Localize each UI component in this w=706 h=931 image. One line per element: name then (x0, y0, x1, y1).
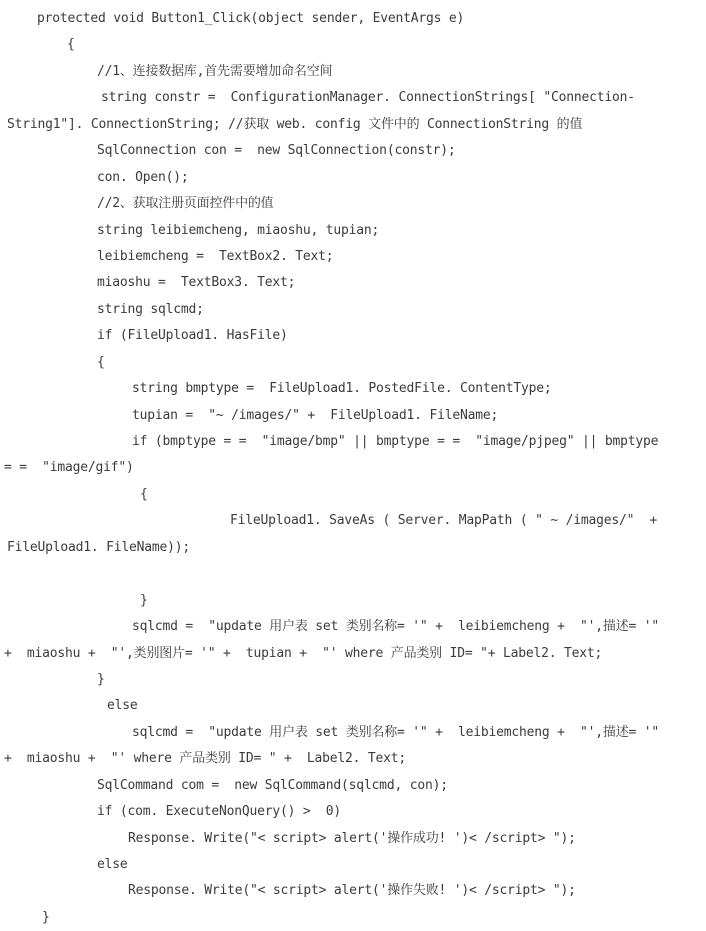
code-line: else (107, 698, 138, 714)
code-line: string sqlcmd; (97, 301, 204, 317)
code-listing (0, 6, 706, 931)
code-line: + miaoshu + "',类别图片= '" + tupian + "' where 产品类别 ID= "+ Label2. Text; (4, 645, 603, 661)
code-line: Response. Write("< script> alert('操作失败! ')< /script> "); (128, 883, 576, 899)
code-line: leibiemcheng = TextBox2. Text; (97, 248, 334, 264)
code-line: protected void Button1_Click(object sender, EventArgs e) (37, 11, 465, 26)
code-line: SqlConnection con = new SqlConnection(constr); (97, 143, 456, 159)
code-line: if (FileUpload1. HasFile) (97, 328, 288, 344)
code-line: sqlcmd = "update 用户表 set 类别名称= '" + leibiemcheng + "',描述= '" (132, 724, 660, 740)
code-line: string constr = ConfigurationManager. ConnectionStrings[ "Connection- (101, 90, 635, 106)
code-line (0, 561, 706, 587)
code-line: if (bmptype = = "image/bmp" || bmptype = = "image/pjpeg" || bmptype (132, 434, 659, 449)
code-line: } (97, 671, 105, 687)
code-line: if (com. ExecuteNonQuery() > 0) (97, 804, 342, 820)
code-line: tupian = "~ /images/" + FileUpload1. FileName; (132, 407, 499, 423)
code-line: string leibiemcheng, miaoshu, tupian; (97, 222, 380, 238)
code-line: con. Open(); (97, 169, 189, 185)
code-line: miaoshu = TextBox3. Text; (97, 275, 296, 291)
code-line: sqlcmd = "update 用户表 set 类别名称= '" + leibiemcheng + "',描述= '" (132, 619, 660, 635)
code-line: { (67, 37, 75, 53)
code-line: else (97, 857, 128, 872)
code-line: = = "image/gif") (4, 460, 134, 476)
code-line: string bmptype = FileUpload1. PostedFile. ContentType; (132, 381, 552, 397)
code-line: Response. Write("< script> alert('操作成功! ')< /script> "); (128, 830, 576, 846)
code-line: { (140, 486, 148, 502)
code-line: //2、获取注册页面控件中的值 (97, 196, 274, 212)
code-line: //1、连接数据库,首先需要增加命名空间 (97, 63, 333, 79)
code-line: String1"]. ConnectionString; //获取 web. config 文件中的 ConnectionString 的值 (7, 116, 583, 132)
code-line: SqlCommand com = new SqlCommand(sqlcmd, con); (97, 777, 448, 793)
code-line: } (42, 909, 50, 925)
code-line: FileUpload1. FileName)); (7, 539, 191, 555)
code-line: FileUpload1. SaveAs ( Server. MapPath ( " ~ /images/" + (230, 513, 658, 529)
code-line: } (140, 592, 148, 608)
code-line: + miaoshu + "' where 产品类别 ID= " + Label2. Text; (4, 751, 407, 767)
code-line: { (97, 354, 105, 370)
